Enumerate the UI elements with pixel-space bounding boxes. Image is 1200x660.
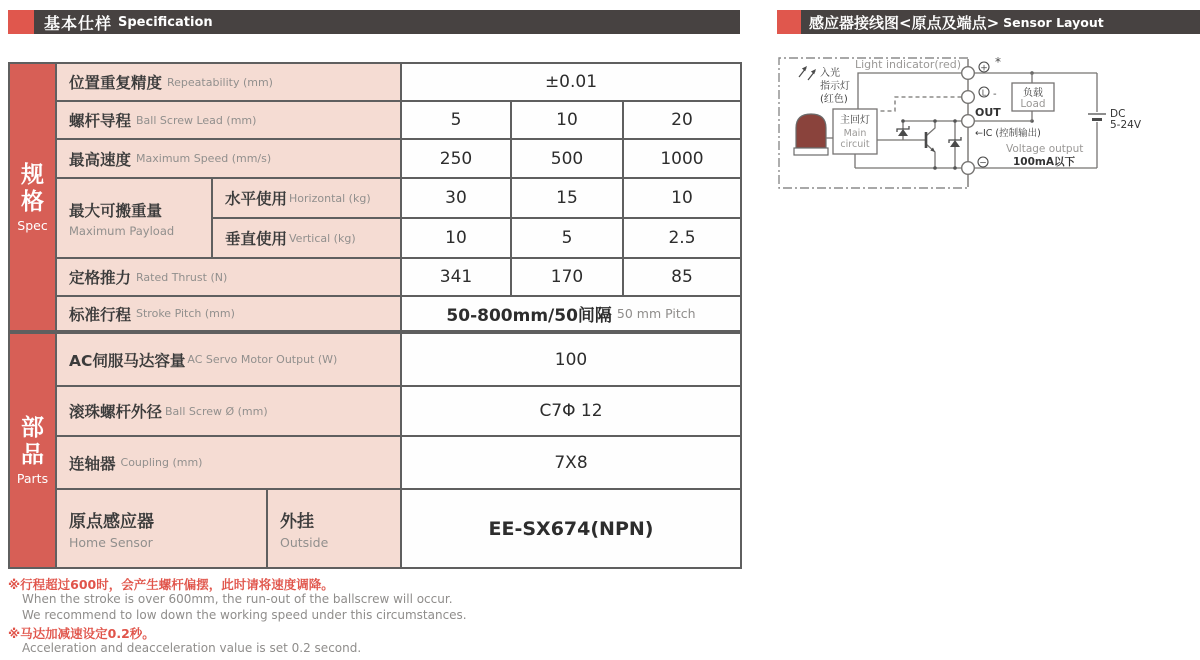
label-coupling [57,437,400,488]
label-speed-zh: 最高速度 [69,150,132,169]
sensor-layout-title-en: Sensor Layout [1003,14,1104,30]
label-home-sensor-en: Home Sensor [69,535,153,550]
footnote-2: When the stroke is over 600mm, the run-out of the ballscrew will occur. [22,592,453,606]
value-vertical-2: 5 [512,219,622,257]
sensor-layout-header-bar [777,10,1200,34]
label-payload [57,179,211,257]
specification-table [8,62,742,569]
footnote-5: Acceleration and deacceleration value is set 0.2 second. [22,641,362,655]
zener-diode-1 [898,129,908,136]
value-horizontal-1: 30 [402,179,510,217]
led-icon [796,114,826,148]
label-lead [57,102,400,138]
value-speed-2: 500 [512,140,622,177]
main-circuit-zh: 主回灯 [840,115,870,126]
led-label-zh-1: 入光 [820,68,840,79]
value-stroke-zh: 50-800mm/50间隔 [446,306,612,326]
label-home-sensor-zh: 原点感应器 [69,512,154,532]
label-servo-zh: AC伺服马达容量 [69,351,186,370]
ic-output-label: ←IC (控制输出) [975,128,1041,139]
value-horizontal-3: 10 [624,179,740,217]
label-horizontal-en: Horizontal (kg) [289,191,371,205]
label-repeatability-en: Repeatability (mm) [167,75,273,89]
label-speed-en: Maximum Speed (mm/s) [136,152,272,165]
current-limit-label: 100mA以下 [1013,156,1075,168]
value-ballscrew: C7Φ 12 [402,387,740,435]
label-thrust-zh: 定格推力 [69,269,132,287]
section-spec-zh: 规格 [21,161,44,215]
footnote-1: ※行程超过600时，会产生螺杆偏摆，此时请将速度调降。 [8,577,334,592]
label-outside-en: Outside [280,535,329,550]
footnote-3: We recommend to low down the working speed under this circumstances. [22,608,467,622]
label-stroke [57,297,400,330]
label-payload-zh: 最大可搬重量 [69,201,163,220]
light-arrows-icon [799,68,815,80]
sensor-wiring-diagram [775,48,1200,198]
label-stroke-zh: 标准行程 [69,305,132,324]
dc-label: DC [1110,108,1126,120]
value-lead-1: 5 [402,102,510,138]
minus-terminal-sign: − [979,158,987,169]
label-vertical-en: Vertical (kg) [289,231,356,245]
sensor-layout-title-zh: 感应器接线图<原点及端点> [809,13,1000,32]
specification-title-en: Specification [118,14,213,30]
value-speed-1: 250 [402,140,510,177]
zener-diode-2 [950,140,960,147]
value-thrust-1: 341 [402,259,510,295]
label-servo [57,334,400,385]
value-vertical-1: 10 [402,219,510,257]
dc-range-label: 5-24V [1110,119,1142,131]
label-ballscrew-en: Ball Screw Ø (mm) [165,404,268,418]
label-home-sensor [57,490,266,567]
value-lead-3: 20 [624,102,740,138]
value-thrust-3: 85 [624,259,740,295]
value-thrust-2: 170 [512,259,622,295]
section-spec-en: Spec [17,217,48,233]
sensor-circuit-svg [775,48,1200,198]
label-horizontal-zh: 水平使用 [225,190,288,208]
main-circuit-en2: circuit [840,139,870,150]
label-stroke-en: Stroke Pitch (mm) [136,307,235,320]
value-stroke [402,297,740,330]
label-servo-en: AC Servo Motor Output (W) [187,353,338,366]
l-terminal-dash: - [993,89,997,100]
section-parts [10,334,55,567]
out-terminal-label: OUT [975,106,1001,119]
label-home-sensor-outside [268,490,400,567]
specification-title-zh: 基本仕样 [44,13,113,33]
section-parts-zh: 部品 [21,415,44,468]
label-payload-horizontal [213,179,400,217]
voltage-output-label: Voltage output [1006,143,1084,155]
led-label-zh-3: (红色) [820,94,848,105]
value-stroke-en: 50 mm Pitch [616,306,696,321]
led-base [794,148,828,155]
light-indicator-label: Light indicator(red) [855,58,961,71]
value-lead-2: 10 [512,102,622,138]
value-coupling: 7X8 [402,437,740,488]
footnote-4: ※马达加减速设定0.2秒。 [8,626,155,641]
red-accent-square [777,10,801,34]
plus-terminal-sign: + [980,63,988,74]
value-servo: 100 [402,334,740,385]
label-outside-zh: 外挂 [280,512,314,532]
value-horizontal-2: 15 [512,179,622,217]
label-vertical-zh: 垂直使用 [225,230,288,248]
label-lead-en: Ball Screw Lead (mm) [136,113,257,127]
value-repeatability: ±0.01 [402,64,740,100]
specification-header-bar [8,10,740,34]
plus-terminal-star: * [995,55,1001,69]
label-lead-zh: 螺杆导程 [69,112,132,130]
label-thrust-en: Rated Thrust (N) [136,270,228,284]
value-vertical-3: 2.5 [624,219,740,257]
value-home-sensor: EE-SX674(NPN) [402,490,740,567]
load-label-zh: 负载 [1023,88,1043,99]
label-repeatability-zh: 位置重复精度 [69,74,163,92]
main-circuit-en1: Main [843,128,867,139]
load-label-en: Load [1020,98,1046,110]
label-ballscrew [57,387,400,435]
label-thrust [57,259,400,295]
led-label-zh-2: 指示灯 [820,81,850,92]
value-speed-3: 1000 [624,140,740,177]
section-parts-en: Parts [16,471,49,486]
red-accent-square [8,10,34,34]
label-ballscrew-zh: 滚珠螺杆外径 [69,403,163,421]
label-coupling-en: Coupling (mm) [120,456,203,469]
label-speed [57,140,400,177]
section-spec [10,64,55,330]
label-repeatability [57,64,400,100]
label-payload-en: Maximum Payload [69,223,175,238]
label-coupling-zh: 连轴器 [69,454,116,473]
l-terminal-letter: L [981,88,987,98]
label-payload-vertical [213,219,400,257]
